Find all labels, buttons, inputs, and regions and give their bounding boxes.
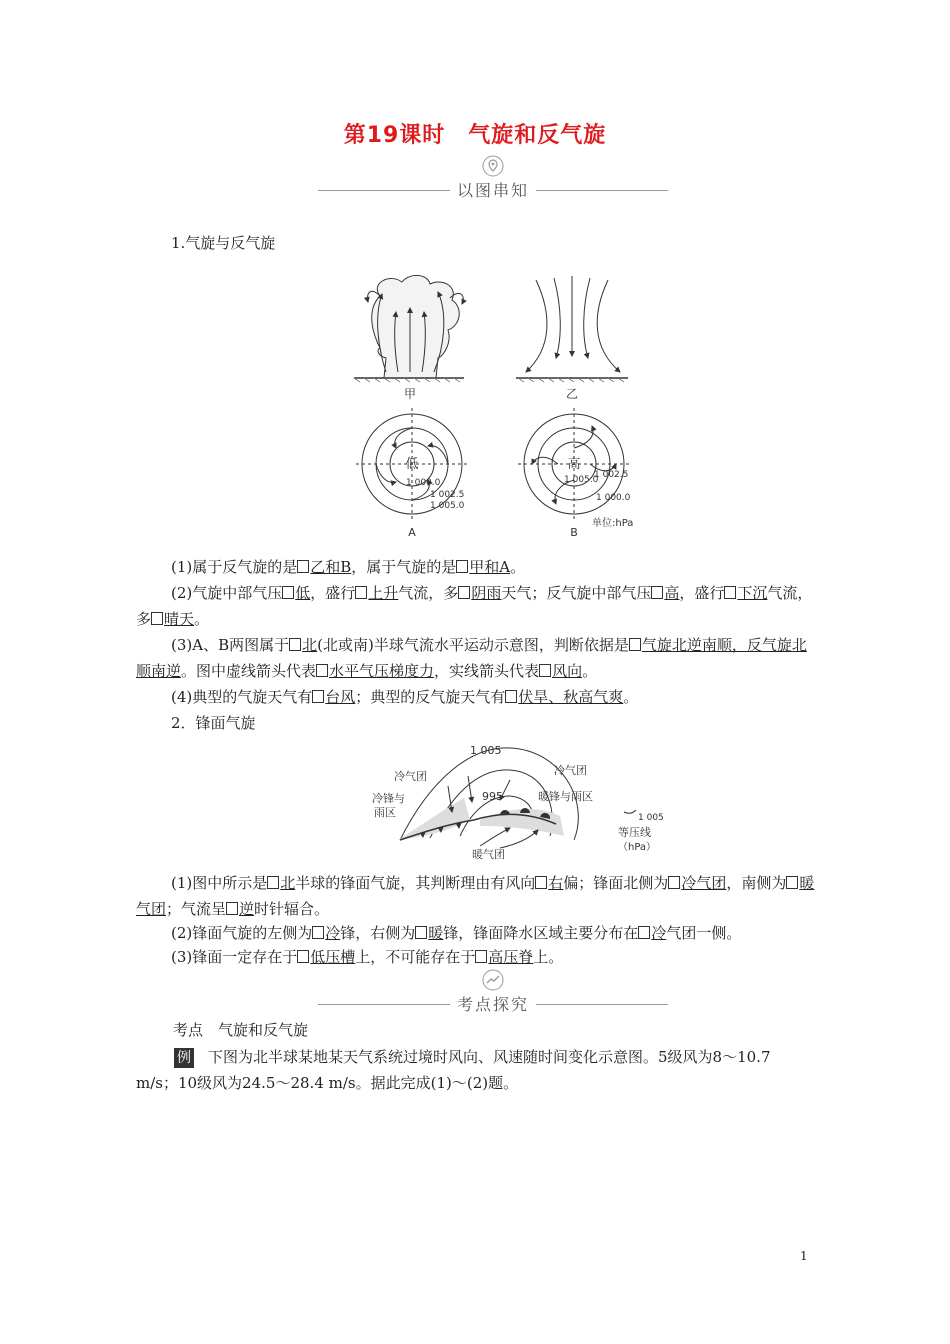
cold-front-label-2: 雨区 xyxy=(374,806,396,819)
updraft-panel xyxy=(354,275,464,382)
question-4: (4)典型的气旋天气有 台风；典型的反气旋天气有 伏旱、秋高气爽。 xyxy=(171,688,639,706)
section-header-map xyxy=(318,176,668,206)
example-paragraph xyxy=(136,1044,816,1096)
kaodian-heading: 考点 气旋和反气旋 xyxy=(173,1021,309,1039)
answer: 冷 xyxy=(312,924,340,942)
isobar-a-1000: 1 000.0 xyxy=(406,478,441,488)
isobar-b-1002: 1 002.5 xyxy=(594,470,629,480)
isobar-b-1000: 1 000.0 xyxy=(596,493,631,503)
answer: 水平气压梯度力 xyxy=(316,662,434,680)
item1-heading: 1.气旋与反气旋 xyxy=(171,234,276,252)
label-high: 高 xyxy=(567,457,581,472)
cold-front-label-1: 冷锋与 xyxy=(372,792,405,805)
answer: 风向 xyxy=(539,662,582,680)
label-b: B xyxy=(570,526,578,539)
page-title: 第19课时 气旋和反气旋 xyxy=(343,123,607,148)
question-3: (3)A、B两图属于 北(北或南)半球气流水平运动示意图，判断依据是 气旋北逆南顺，反气旋北顺南逆。图中虚线箭头代表 水平气压梯度力，实线箭头代表 风向。 xyxy=(136,636,807,680)
downdraft-panel xyxy=(516,276,628,382)
question-2: (2)气旋中部气压 低，盛行 上升气流，多 阴雨天气；反气旋中部气压 高，盛行 下沉气流，多 晴天。 xyxy=(136,584,813,628)
answer: 气旋北逆南顺，反气旋北顺南逆 xyxy=(136,636,807,680)
map-pin-icon xyxy=(481,154,505,178)
cyclone-anticyclone-diagram xyxy=(340,268,660,550)
legend-unit: （hPa） xyxy=(618,842,657,853)
answer: 右 xyxy=(535,874,563,892)
answer: 逆 xyxy=(226,900,254,918)
warm-front-label: 暖锋与雨区 xyxy=(538,790,593,803)
answer: 北 xyxy=(289,636,317,654)
label-low: 低 xyxy=(405,457,419,472)
answer: 晴天 xyxy=(151,610,194,628)
isobar-a-1002: 1 002.5 xyxy=(430,490,465,500)
warm-air-mass: 暖气团 xyxy=(472,848,505,861)
cold-air-mass-left: 冷气团 xyxy=(394,770,427,783)
answer: 乙和B xyxy=(297,558,351,576)
legend-label: 等压线 xyxy=(618,826,651,839)
answer: 冷气团 xyxy=(668,874,726,892)
answer: 低压槽 xyxy=(297,948,355,966)
front-question-3: (3)锋面一定存在于 低压槽上，不可能存在于 高压脊上。 xyxy=(171,948,564,966)
answer: 伏旱、秋高气爽 xyxy=(505,688,623,706)
answer: 北 xyxy=(267,874,295,892)
answer: 台风 xyxy=(312,688,355,706)
answer: 上升 xyxy=(355,584,398,602)
answer: 阴雨 xyxy=(458,584,501,602)
trend-icon xyxy=(481,968,505,992)
isobar-label-1005: 1 005 xyxy=(470,744,502,757)
answer: 下沉 xyxy=(724,584,767,602)
label-jia: 甲 xyxy=(403,387,417,401)
answer: 低 xyxy=(282,584,310,602)
section-header-explore xyxy=(318,990,668,1020)
front-question-1: (1)图中所示是 北半球的锋面气旋，其判断理由有风向 右偏；锋面北侧为 冷气团，南侧为 暖气团；气流呈 逆时针辐合。 xyxy=(136,874,815,918)
example-badge: 例 xyxy=(174,1048,194,1068)
answer: 暖气团 xyxy=(136,874,815,918)
unit-label: 单位:hPa xyxy=(592,518,634,529)
legend-value: 1 005 xyxy=(638,813,664,823)
cold-air-mass-right: 冷气团 xyxy=(554,764,587,777)
page-number: 1 xyxy=(800,1249,808,1263)
answer: 暖 xyxy=(415,924,443,942)
label-a: A xyxy=(408,526,416,539)
front-question-2: (2)锋面气旋的左侧为 冷锋，右侧为 暖锋，锋面降水区域主要分布在 冷气团一侧。 xyxy=(171,924,742,942)
example-text: 下图为北半球某地某天气系统过境时风向、风速随时间变化示意图。5级风为8～10.7 m/s；10级风为24.5～28.4 m/s。据此完成(1)～(2)题。 xyxy=(136,1048,771,1092)
item2-heading: 2．锋面气旋 xyxy=(171,714,256,732)
frontal-cyclone-diagram xyxy=(360,740,680,864)
question-1: (1)属于反气旋的是 乙和B，属于气旋的是 甲和A。 xyxy=(171,558,526,576)
section-label: 以图串知 xyxy=(456,181,529,200)
isobar-b-1005: 1 005.0 xyxy=(564,475,599,485)
answer: 高压脊 xyxy=(475,948,533,966)
isobar-label-995: 995 xyxy=(482,790,503,803)
isobar-a-1005: 1 005.0 xyxy=(430,501,465,511)
answer: 甲和A xyxy=(456,558,510,576)
section-label: 考点探究 xyxy=(456,995,529,1014)
label-yi: 乙 xyxy=(565,387,579,401)
answer: 高 xyxy=(651,584,679,602)
answer: 冷 xyxy=(638,924,666,942)
